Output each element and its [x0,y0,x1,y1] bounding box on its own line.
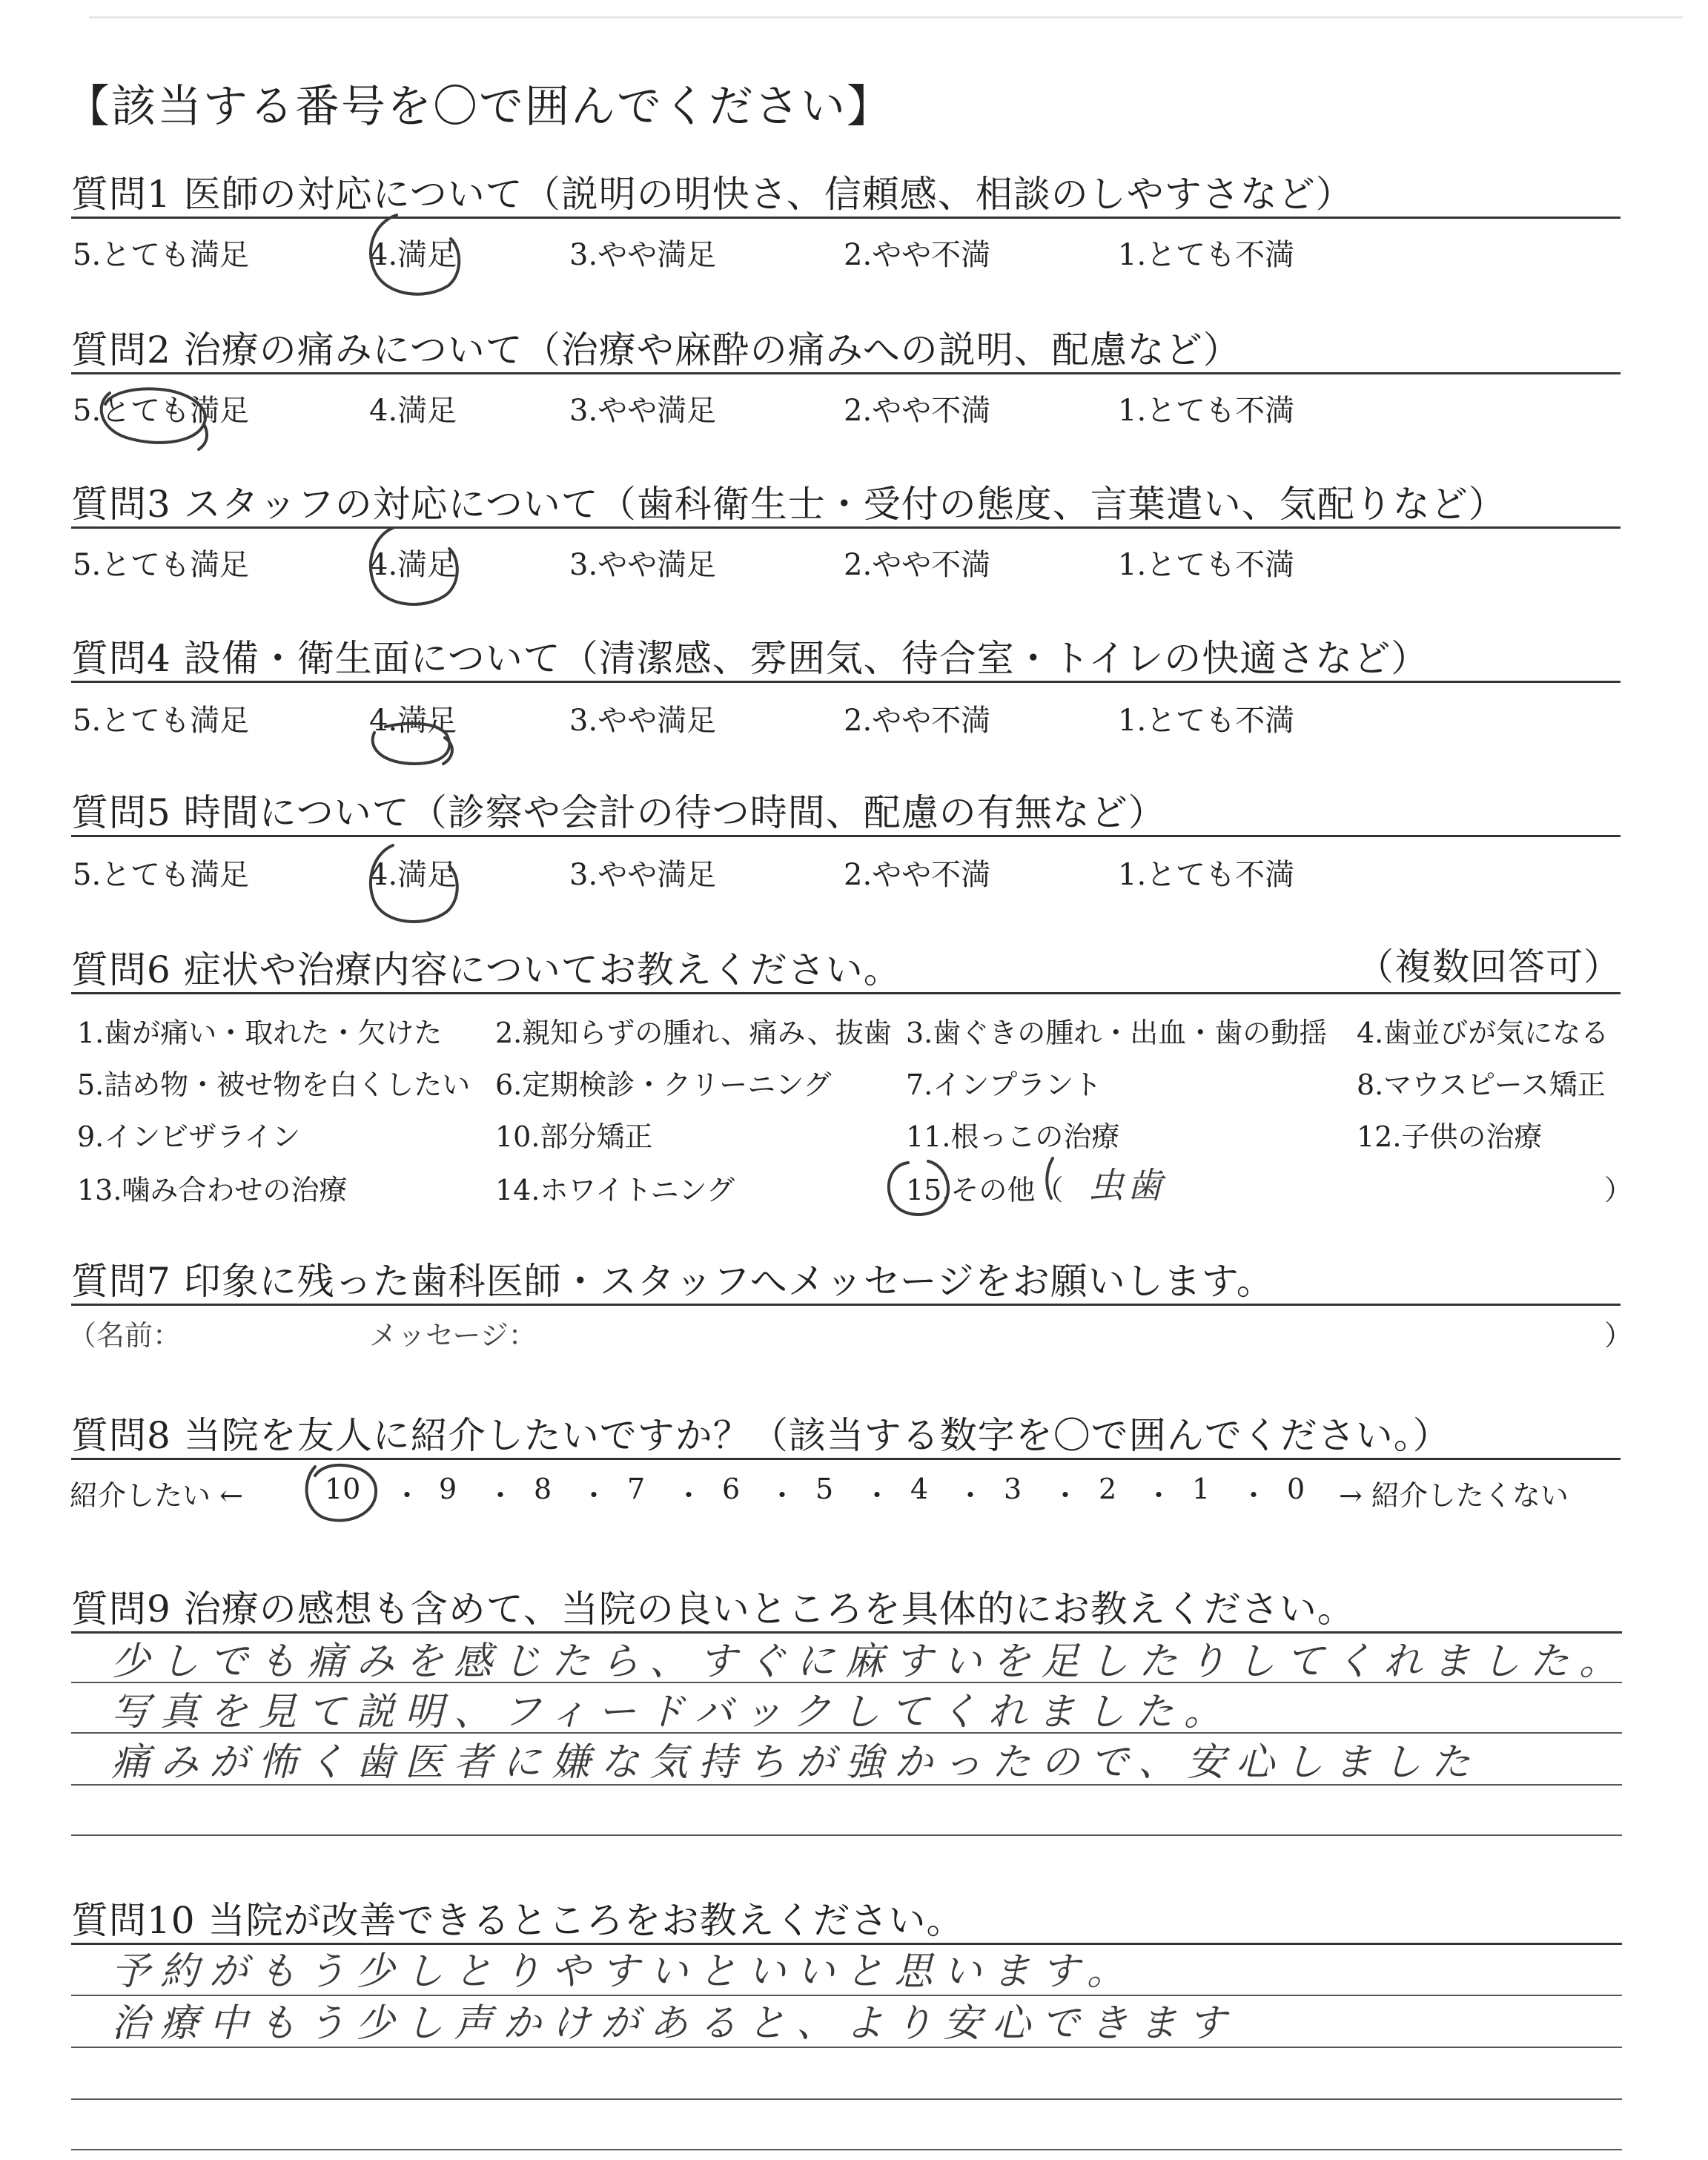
q8-dot: ・ [580,1479,609,1512]
q1-option-4[interactable]: 4.満足 [369,238,457,272]
q8-score-5[interactable]: 5 [815,1473,834,1505]
q8-score-1[interactable]: 1 [1192,1473,1211,1505]
q2-selection-circle [102,389,207,449]
q3-selection-circle [371,528,457,604]
q8-score-0[interactable]: 0 [1287,1473,1305,1505]
q2-option-3[interactable]: 3.やや満足 [569,394,717,428]
q6-option-8[interactable]: 8.マウスピース矯正 [1357,1069,1606,1101]
q2-option-1[interactable]: 1.とても不満 [1118,394,1295,428]
q4-option-1[interactable]: 1.とても不満 [1118,704,1295,738]
q10-answer-line-1: 予約がもう少しとりやすいといいと思います。 [111,1949,1136,1994]
q3-option-4[interactable]: 4.満足 [369,548,457,582]
q4-option-3[interactable]: 3.やや満足 [569,704,717,738]
q8-dot: ・ [675,1479,704,1512]
q8-score-3[interactable]: 3 [1004,1473,1022,1505]
q8-score-9[interactable]: 9 [439,1473,457,1505]
q9-answer-line-2: 写真を見て説明、フィードバックしてくれました。 [111,1690,1233,1734]
q6-option-10[interactable]: 10.部分矯正 [495,1120,653,1153]
q6-option-4[interactable]: 4.歯並びが気になる [1357,1017,1609,1049]
q8-dot: ・ [393,1479,422,1512]
q6-option-12[interactable]: 12.子供の治療 [1357,1120,1543,1153]
q3-option-3[interactable]: 3.やや満足 [569,548,717,582]
q4-option-5[interactable]: 5.とても満足 [73,704,250,738]
q2-option-4[interactable]: 4.満足 [369,394,457,428]
q1-option-2[interactable]: 2.やや不満 [844,238,991,272]
question-6-note: （複数回答可） [1357,945,1621,988]
q6-option-15[interactable]: 15.その他（ [906,1174,1064,1206]
q3-option-2[interactable]: 2.やや不満 [844,548,991,582]
q4-option-4[interactable]: 4.満足 [369,704,457,738]
q5-option-1[interactable]: 1.とても不満 [1118,858,1295,892]
q6-option-9[interactable]: 9.インビザライン [77,1120,301,1153]
q5-option-2[interactable]: 2.やや不満 [844,858,991,892]
q6-selection-circle [889,1161,948,1215]
question-4-title: 質問4 設備・衛生面について（清潔感、雰囲気、待合室・トイレの快適さなど） [71,637,1429,680]
question-8-title: 質問8 当院を友人に紹介したいですか？（該当する数字を〇で囲んでください。） [71,1414,1451,1457]
q3-option-1[interactable]: 1.とても不満 [1118,548,1295,582]
q2-option-2[interactable]: 2.やや不満 [844,394,991,428]
page-heading: 【該当する番号を〇で囲んでください】 [65,81,893,133]
q6-option-13[interactable]: 13.噛み合わせの治療 [77,1174,348,1206]
q8-score-6[interactable]: 6 [722,1473,741,1505]
q1-option-1[interactable]: 1.とても不満 [1118,238,1295,272]
q7-name-label: （名前： [68,1319,182,1352]
q8-score-10[interactable]: 10 [325,1473,361,1505]
q8-left-label: 紹介したい ← [70,1479,243,1512]
q6-option-2[interactable]: 2.親知らずの腫れ、痛み、抜歯 [495,1017,892,1049]
q8-score-8[interactable]: 8 [534,1473,552,1505]
question-2-title: 質問2 治療の痛みについて（治療や麻酔の痛みへの説明、配慮など） [71,328,1241,371]
q1-option-5[interactable]: 5.とても満足 [73,238,250,272]
q8-dot: ・ [486,1479,515,1512]
q9-answer-line-3: 痛みが怖く歯医者に嫌な気持ちが強かったので、安心しました [111,1740,1480,1785]
q6-other-close: ） [1604,1174,1633,1206]
question-6-title: 質問6 症状や治療内容についてお教えください。 [71,948,901,991]
question-10-title: 質問10 当院が改善できるところをお教えください。 [71,1899,964,1942]
q1-option-3[interactable]: 3.やや満足 [569,238,717,272]
q2-option-5[interactable]: 5.とても満足 [73,394,250,428]
q5-option-5[interactable]: 5.とても満足 [73,858,250,892]
q6-option-3[interactable]: 3.歯ぐきの腫れ・出血・歯の動揺 [906,1017,1328,1049]
q6-other-paren [1047,1158,1053,1198]
q8-score-4[interactable]: 4 [910,1473,929,1505]
q5-selection-circle [371,845,457,922]
q6-option-1[interactable]: 1.歯が痛い・取れた・欠けた [77,1017,443,1049]
q8-right-label: → 紹介したくない [1339,1479,1569,1512]
q5-option-3[interactable]: 3.やや満足 [569,858,717,892]
q8-score-2[interactable]: 2 [1099,1473,1117,1505]
q8-selection-circle [307,1465,377,1521]
question-1-title: 質問1 医師の対応について（説明の明快さ、信頼感、相談のしやすさなど） [71,173,1354,216]
q8-dot: ・ [768,1479,797,1512]
q8-dot: ・ [1145,1479,1174,1512]
question-9-title: 質問9 治療の感想も含めて、当院の良いところを具体的にお教えください。 [71,1588,1355,1631]
q6-option-14[interactable]: 14.ホワイトニング [495,1174,735,1206]
q6-other-text: 虫歯 [1088,1165,1166,1206]
q4-selection-circle [373,724,452,764]
question-3-title: 質問3 スタッフの対応について（歯科衛生士・受付の態度、言葉遣い、気配りなど） [71,483,1506,526]
q7-close: ） [1604,1319,1633,1352]
q6-option-5[interactable]: 5.詰め物・被せ物を白くしたい [77,1069,471,1101]
q8-score-7[interactable]: 7 [627,1473,646,1505]
q5-option-4[interactable]: 4.満足 [369,858,457,892]
q6-option-7[interactable]: 7.インプラント [906,1069,1102,1101]
q8-dot: ・ [1239,1479,1268,1512]
q9-answer-line-1: 少しでも痛みを感じたら、すぐに麻すいを足したりしてくれました。 [111,1639,1629,1684]
question-5-title: 質問5 時間について（診察や会計の待つ時間、配慮の有無など） [71,791,1166,834]
q3-option-5[interactable]: 5.とても満足 [73,548,250,582]
q8-dot: ・ [956,1479,985,1512]
q1-selection-circle [371,215,459,294]
question-7-title: 質問7 印象に残った歯科医師・スタッフへメッセージをお願いします。 [71,1260,1274,1303]
q6-option-11[interactable]: 11.根っこの治療 [906,1120,1120,1153]
q7-message-label: メッセージ： [369,1319,537,1352]
q4-option-2[interactable]: 2.やや不満 [844,704,991,738]
q8-dot: ・ [863,1479,892,1512]
q8-dot: ・ [1051,1479,1080,1512]
q10-answer-line-2: 治療中もう少し声かけがあると、より安心できます [111,2001,1237,2046]
q6-option-6[interactable]: 6.定期検診・クリーニング [495,1069,832,1101]
